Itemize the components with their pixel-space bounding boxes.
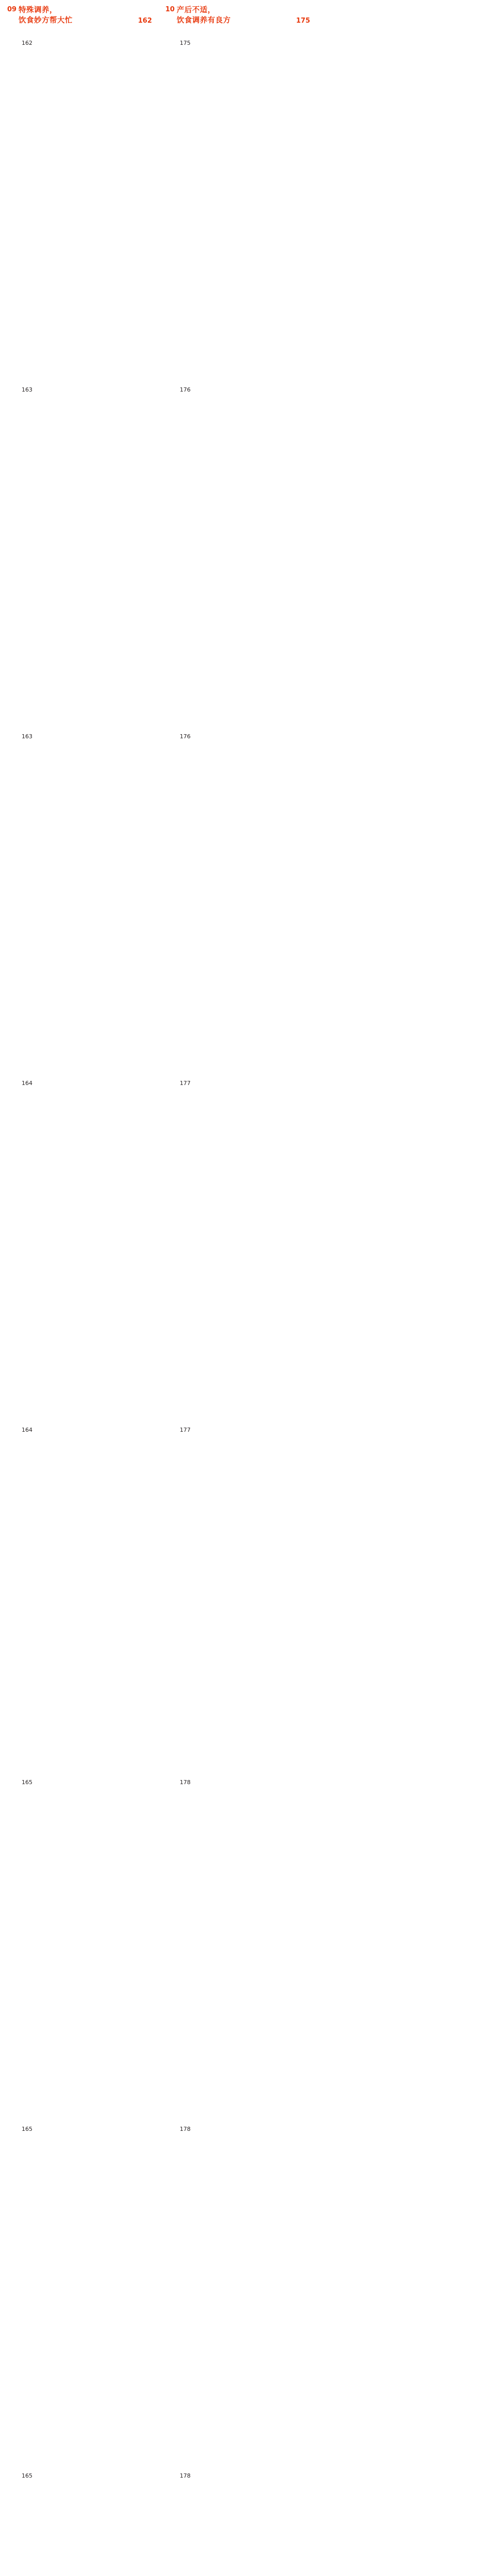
toc-entry[interactable] [165,1072,311,1418]
toc-entry-page: 165 [22,2472,32,2479]
toc-group [165,31,311,1765]
toc-column-right [159,5,311,2479]
chapter-heading-09 [7,5,153,26]
chapter-title-line1: 特殊调养， [19,6,57,14]
toc-entry-page: 175 [180,40,191,46]
toc-group [7,1771,153,2576]
toc-entry-page: 163 [22,733,32,740]
chapter-page-number: 162 [138,17,152,25]
chapter-heading-10 [165,5,311,26]
toc-entry[interactable] [165,1771,311,2117]
toc-entry-page: 163 [22,386,32,393]
toc-entry-page: 165 [22,2126,32,2132]
toc-entry-page: 177 [180,1427,191,1433]
toc-group [165,1771,311,2576]
toc-entry[interactable] [7,2117,153,2464]
toc-column-left [7,5,159,2479]
toc-entry-page: 164 [22,1427,32,1433]
toc-entry-page: 165 [22,1779,32,1786]
toc-entry[interactable] [165,2464,311,2576]
toc-entry-page: 178 [180,2472,191,2479]
toc-entry-page: 178 [180,1779,191,1786]
chapter-number: 09 [7,6,17,13]
toc-entry[interactable] [165,378,311,725]
toc-entry-page: 162 [22,40,32,46]
chapter-title-line2: 饮食妙方帮大忙 [19,16,73,25]
toc-entry-page: 177 [180,1080,191,1087]
toc-entry[interactable] [165,725,311,1072]
chapter-title-line1: 产后不适， [177,6,215,14]
toc-entry[interactable] [7,1771,153,2117]
toc-entry[interactable] [7,2464,153,2576]
toc-entry[interactable] [165,1418,311,1765]
toc-entry[interactable] [7,378,153,725]
chapter-page-number: 175 [296,17,310,25]
toc-entry-page: 176 [180,733,191,740]
toc-entry[interactable] [7,1418,153,1765]
toc-group [7,31,153,1765]
toc-entry[interactable] [7,31,153,378]
toc-entry-page: 176 [180,386,191,393]
toc-entry[interactable] [7,725,153,1072]
toc-entry[interactable] [165,2117,311,2464]
toc-entry-page: 164 [22,1080,32,1087]
chapter-number: 10 [165,6,175,13]
chapter-title-line2: 饮食调养有良方 [177,16,231,25]
toc-entry-page: 178 [180,2126,191,2132]
toc-entry[interactable] [165,31,311,378]
toc-entry[interactable] [7,1072,153,1418]
